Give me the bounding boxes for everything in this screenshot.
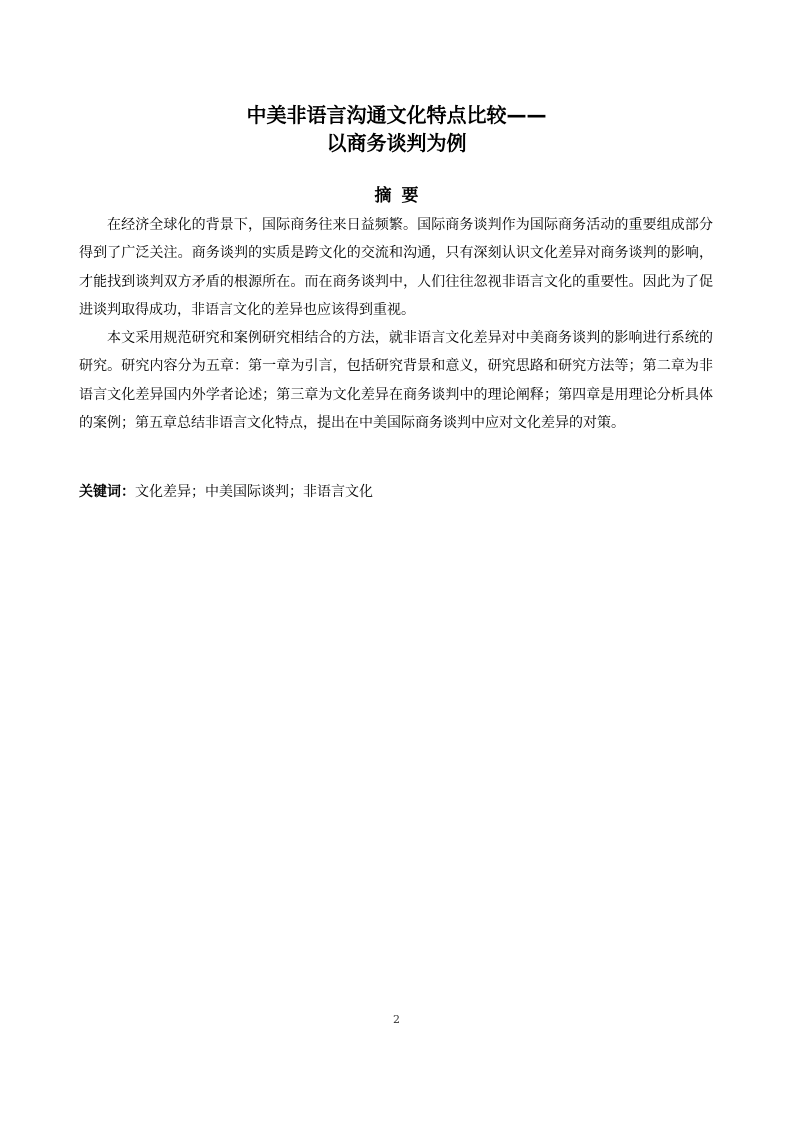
abstract-paragraph-1: 在经济全球化的背景下，国际商务往来日益频繁。国际商务谈判作为国际商务活动的重要组成部分得到了广泛关注。商务谈判的实质是跨文化的交流和沟通，只有深刻认识文化差异对商务谈判的影响，才能找到谈判双方矛盾的根源所在。而在商务谈判中，人们往往忽视非语言文化的重要性。因此为了促进谈判取得成功，非语言文化的差异也应该得到重视。 — [79, 217, 713, 318]
abstract-paragraph-2: 本文采用规范研究和案例研究相结合的方法，就非语言文化差异对中美商务谈判的影响进行系统的研究。研究内容分为五章：第一章为引言，包括研究背景和意义，研究思路和研究方法等；第二章为非语言文化差异国内外学者论述；第三章为文化差异在商务谈判中的理论阐释；第四章是用理论分析具体的案例；第五章总结非语言文化特点，提出在中美国际商务谈判中应对文化差异的对策。 — [79, 330, 713, 432]
page-number: 2 — [393, 1013, 400, 1026]
keywords-text: 文化差异；中美国际谈判；非语言文化 — [135, 484, 373, 500]
abstract-body — [79, 211, 713, 437]
abstract-heading: 摘要 — [374, 186, 429, 206]
keywords-line — [79, 480, 713, 505]
title-line-2: 以商务谈判为例 — [326, 131, 467, 155]
keywords-label: 关键词： — [79, 484, 135, 500]
title-line-1: 中美非语言沟通文化特点比较—— — [246, 103, 547, 127]
